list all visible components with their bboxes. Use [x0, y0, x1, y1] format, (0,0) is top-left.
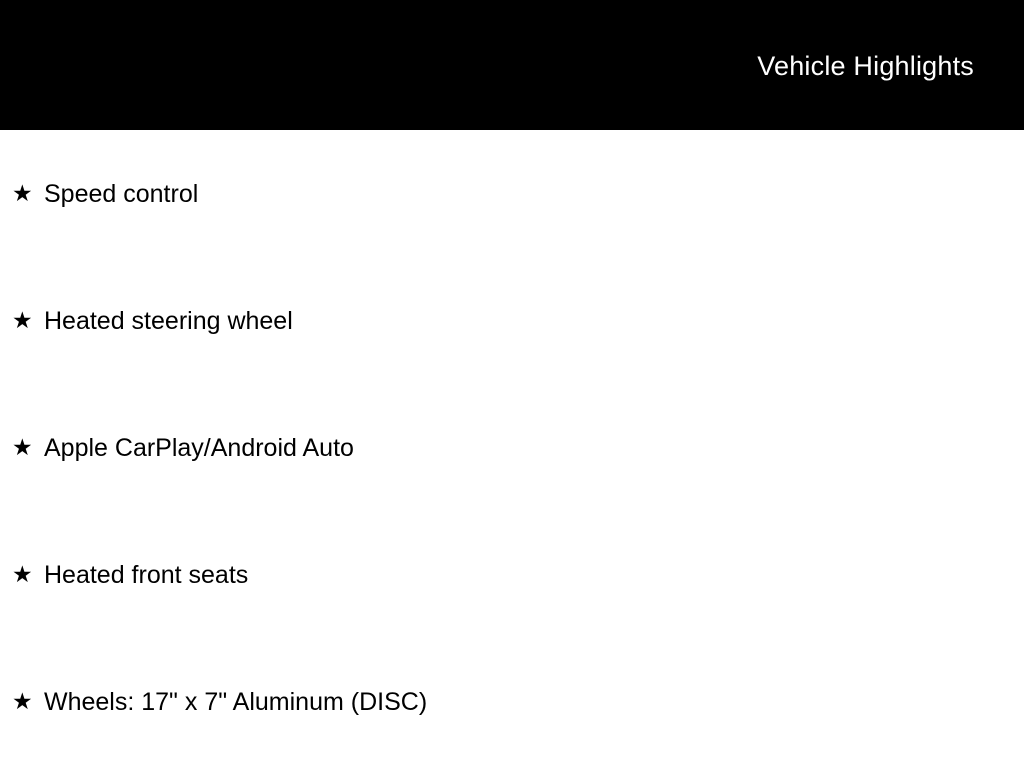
list-item: [0, 511, 1024, 638]
page-title: Vehicle Highlights: [757, 51, 974, 81]
highlight-label: Speed control: [44, 179, 199, 208]
highlights-list: [0, 130, 1024, 765]
highlight-label: Heated steering wheel: [44, 306, 293, 335]
star-icon: ★: [12, 561, 33, 587]
star-icon: ★: [12, 180, 33, 206]
list-item: [0, 384, 1024, 511]
header-bar: [0, 0, 1024, 130]
star-icon: ★: [12, 688, 33, 714]
highlight-label: Wheels: 17" x 7" Aluminum (DISC): [44, 687, 428, 716]
list-item: [0, 638, 1024, 765]
list-item: [0, 257, 1024, 384]
list-item: [0, 130, 1024, 257]
star-icon: ★: [12, 307, 33, 333]
highlight-label: Apple CarPlay/Android Auto: [44, 433, 354, 462]
star-icon: ★: [12, 434, 33, 460]
highlight-label: Heated front seats: [44, 560, 249, 589]
